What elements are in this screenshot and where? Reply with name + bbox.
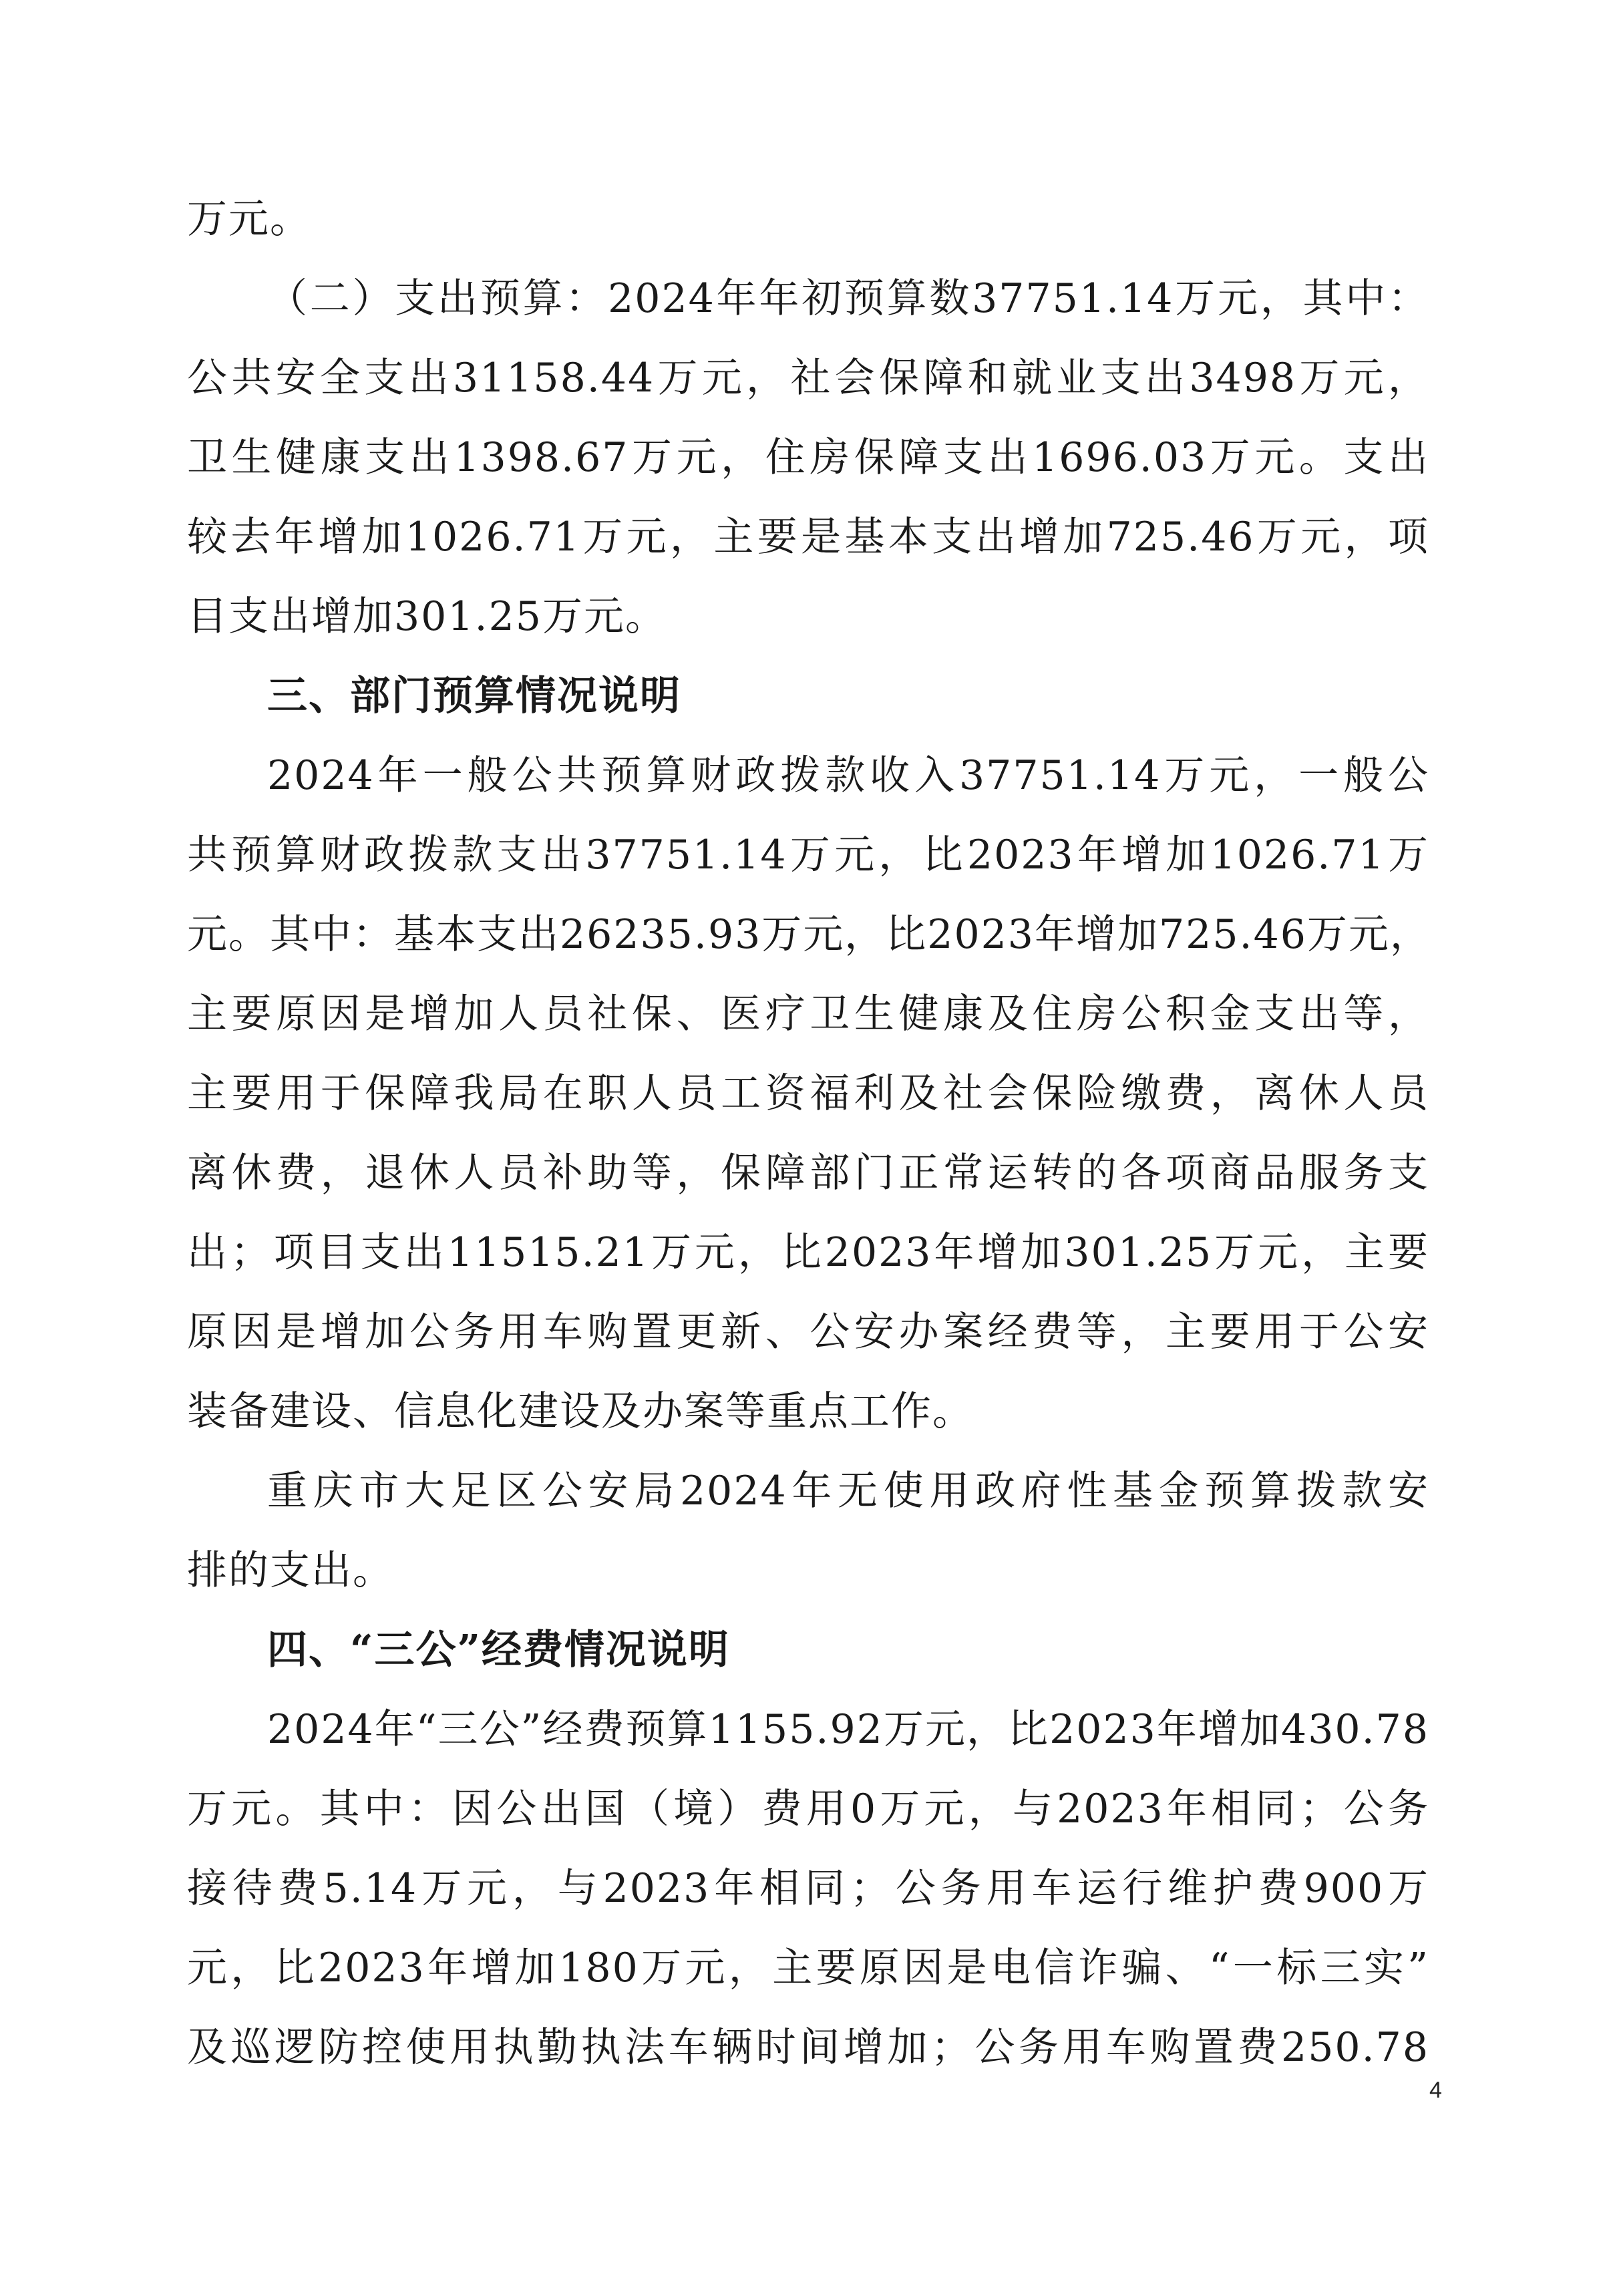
- text-line: 出；项目支出11515.21万元，比2023年增加301.25万元，主要: [187, 1229, 1429, 1276]
- text-line: 主要用于保障我局在职人员工资福利及社会保险缴费，离休人员: [187, 1070, 1429, 1117]
- text-line: 主要原因是增加人员社保、医疗卫生健康及住房公积金支出等，: [187, 991, 1429, 1037]
- page-number: 4: [1429, 2078, 1442, 2103]
- text-line: 万元。其中：因公出国（境）费用0万元，与2023年相同；公务: [187, 1786, 1429, 1832]
- text-line: 接待费5.14万元，与2023年相同；公务用车运行维护费900万: [187, 1865, 1429, 1912]
- text-line: 卫生健康支出1398.67万元，住房保障支出1696.03万元。支出: [187, 434, 1429, 481]
- text-line: 较去年增加1026.71万元，主要是基本支出增加725.46万元，项: [187, 514, 1429, 560]
- text-line: 2024年一般公共预算财政拨款收入37751.14万元，一般公: [267, 752, 1429, 799]
- text-line: 共预算财政拨款支出37751.14万元，比2023年增加1026.71万: [187, 832, 1429, 878]
- text-line: 公共安全支出31158.44万元，社会保障和就业支出3498万元，: [187, 355, 1429, 401]
- text-line: 目支出增加301.25万元。: [187, 593, 667, 640]
- text-line: 原因是增加公务用车购置更新、公安办案经费等，主要用于公安: [187, 1309, 1429, 1355]
- text-line: 重庆市大足区公安局2024年无使用政府性基金预算拨款安: [267, 1468, 1429, 1514]
- text-line: 离休费，退休人员补助等，保障部门正常运转的各项商品服务支: [187, 1150, 1429, 1196]
- text-line: 装备建设、信息化建设及办案等重点工作。: [187, 1388, 974, 1435]
- text-line: （二）支出预算：2024年年初预算数37751.14万元，其中：: [267, 275, 1429, 322]
- text-line: 2024年“三公”经费预算1155.92万元，比2023年增加430.78: [267, 1706, 1429, 1753]
- text-line: 万元。: [187, 196, 311, 242]
- section-heading: 四、“三公”经费情况说明: [267, 1627, 731, 1673]
- text-line: 及巡逻防控使用执勤执法车辆时间增加；公务用车购置费250.78: [187, 2024, 1429, 2071]
- text-line: 排的支出。: [187, 1547, 394, 1594]
- text-line: 元。其中：基本支出26235.93万元，比2023年增加725.46万元，: [187, 911, 1431, 958]
- text-line: 元，比2023年增加180万元，主要原因是电信诈骗、“一标三实”: [187, 1945, 1429, 1991]
- section-heading: 三、部门预算情况说明: [267, 673, 681, 719]
